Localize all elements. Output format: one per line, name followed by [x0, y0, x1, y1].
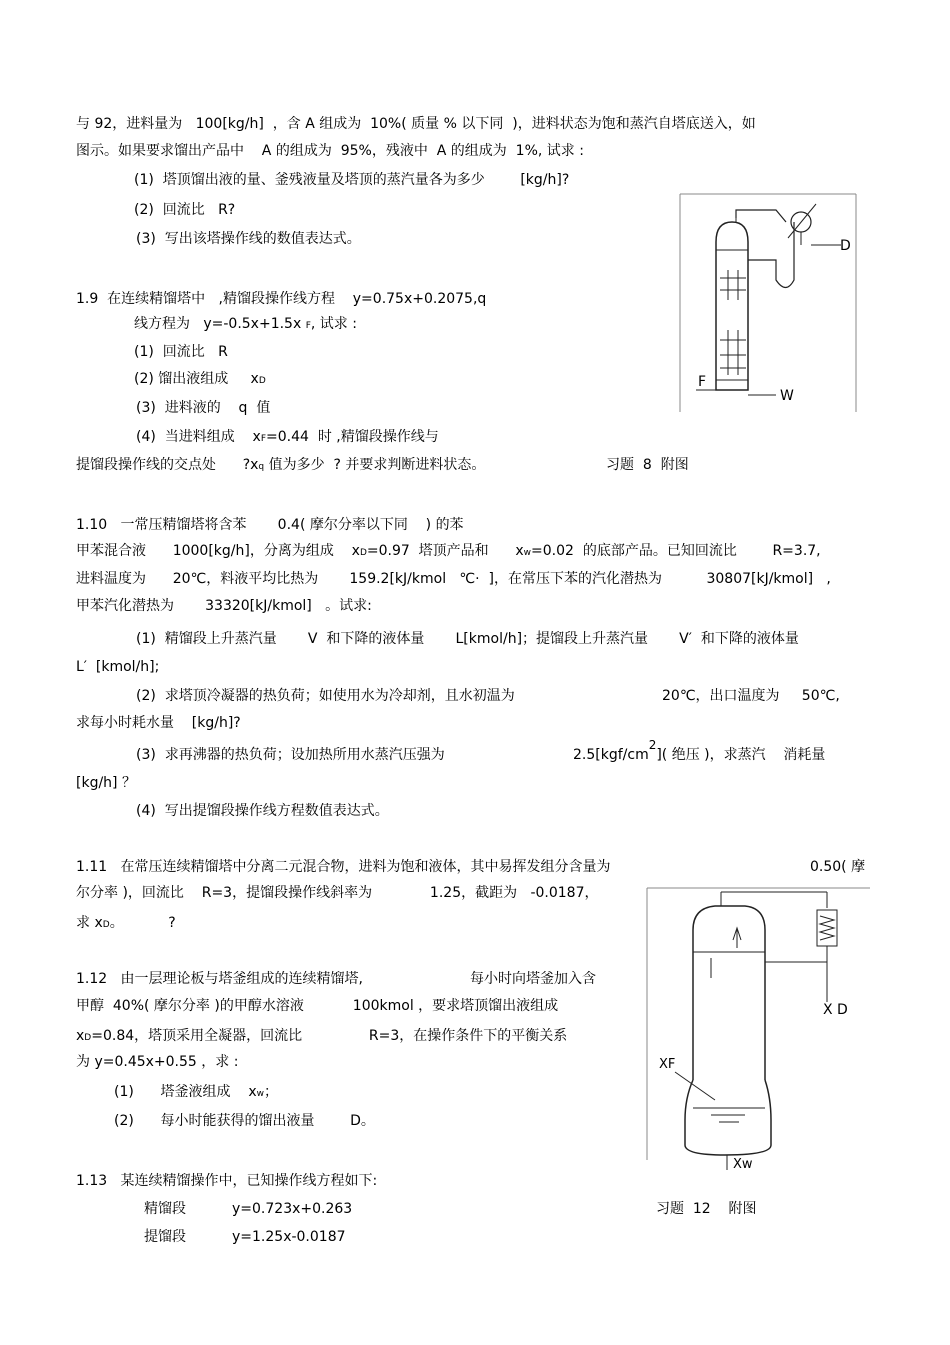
ex1_9-line2: [134, 315, 357, 335]
ex1_12-question1-a: (1) 塔釜液组成 x: [114, 1084, 257, 1100]
ex1_10-line3: 进料温度为 20℃，料液平均比热为 159.2[kJ/kmol ℃· ]，在常压下苯的汽化潜热为 30807[kJ/kmol] ,: [76, 571, 831, 587]
ex1_9-question1: (1) 回流比 R: [134, 344, 228, 360]
ex1_9-line5: [76, 456, 485, 476]
figure-8-distillation-column: [676, 190, 866, 420]
ex1_9-line5-a: 提馏段操作线的交点处 ?x: [76, 457, 259, 473]
ex1_10-line2-b: =0.97 塔顶产品和 x: [366, 543, 524, 559]
ex1_10-line2-a: 甲苯混合液 1000[kg/h]，分离为组成 x: [76, 543, 360, 559]
ex1_10-question2c: 求每小时耗水量 [kg/h]?: [76, 715, 241, 731]
ex1_9-question4-a: (4) 当进料组成 x: [136, 429, 261, 445]
ex1_9-question2-a: (2) 馏出液组成 x: [134, 371, 259, 387]
ex1_12-line2: 甲醇 40%( 摩尔分率 )的甲醇水溶液 100kmol ，要求塔顶馏出液组成: [76, 998, 559, 1014]
ex1_10-line4: 甲苯汽化潜热为 33320[kJ/kmol] 。试求:: [76, 598, 372, 614]
ex1_8-question3: (3) 写出该塔操作线的数值表达式。: [136, 231, 361, 247]
ex1_8-line2: 图示。如果要求馏出产品中 A 的组成为 95%，残液中 A 的组成为 1%, 试求 :: [76, 143, 584, 159]
ex1_10-question1a: (1) 精馏段上升蒸汽量 V 和下降的液体量 L[kmol/h]；提馏段上升蒸汽量 V′ 和下降的液体量: [136, 631, 799, 647]
ex1_10-line2-sub2: w: [523, 548, 532, 558]
figure-12-label-xd: X D: [823, 1002, 848, 1018]
ex1_10-line2: [76, 542, 821, 562]
ex1_11-line3-sub: D: [102, 920, 110, 930]
ex1_10-line2-sub1: D: [359, 548, 367, 558]
ex1_11-line3: [76, 914, 176, 934]
figure-8-label-d: D: [840, 238, 851, 254]
ex1_8-question2: (2) 回流比 R?: [134, 202, 236, 218]
ex1_12-line3-sub: D: [84, 1033, 92, 1043]
ex1_12-line1a: 1.12 由一层理论板与塔釜组成的连续精馏塔,: [76, 971, 363, 987]
ex1_9-line5-sub: q: [258, 462, 265, 472]
ex1_11-line3-a: 求 x: [76, 915, 103, 931]
figure-8-label-w: W: [780, 388, 794, 404]
ex1_12-question1-sub: w: [256, 1089, 264, 1099]
figure-12-caption: 习题 12 附图: [656, 1201, 757, 1217]
ex1_9-line5-b: 值为多少 ? 并要求判断进料状态。: [264, 457, 486, 473]
ex1_9-question2-sub: D: [258, 376, 266, 386]
ex1_9-question2: [134, 370, 266, 390]
ex1_11-line1b: 0.50( 摩: [810, 859, 866, 875]
ex1_12-question1-b: ；: [264, 1084, 278, 1100]
ex1_9-question4-b: =0.44 时 ,精馏段操作线与: [266, 429, 439, 445]
ex1_9-question4: [136, 428, 439, 448]
ex1_8-line1: 与 92，进料量为 100[kg/h] ，含 A 组成为 10%( 质量 % 以下同 )，进料状态为饱和蒸汽自塔底送入，如: [76, 116, 756, 132]
figure-12-label-xw: Xw: [733, 1157, 753, 1170]
ex1_10-question3d: [kg/h] ？: [76, 775, 136, 791]
ex1_10-line2-c: =0.02 的底部产品。已知回流比 R=3.7,: [531, 543, 821, 559]
ex1_10-question3b-a: 2.5[kgf/cm: [573, 747, 649, 763]
ex1_11-line2: 尔分率 )，回流比 R=3，提馏段操作线斜率为 1.25，截距为 -0.0187，: [76, 885, 599, 901]
ex1_12-line3-a: x: [76, 1028, 85, 1044]
figure-8-caption: 习题 8 附图: [606, 457, 689, 473]
ex1_12-line1b: 每小时向塔釜加入含: [470, 971, 596, 987]
ex1_12-line3-b: =0.84，塔顶采用全凝器，回流比 R=3，在操作条件下的平衡关系: [91, 1028, 568, 1044]
ex1_11-line3-b: 。 ?: [109, 915, 176, 931]
ex1_9-line2-b: , 试求 :: [310, 316, 357, 332]
ex1_12-line4: 为 y=0.45x+0.55 ，求 :: [76, 1054, 239, 1070]
ex1_13-row2-equation: y=1.25x-0.0187: [232, 1229, 346, 1245]
ex1_12-line3: [76, 1027, 567, 1047]
ex1_10-question2b: 20℃，出口温度为 50℃,: [662, 688, 840, 704]
ex1_13-line1: 1.13 某连续精馏操作中，已知操作线方程如下:: [76, 1173, 378, 1189]
ex1_10-question3a: (3) 求再沸器的热负荷；设加热所用水蒸汽压强为: [136, 747, 445, 763]
figure-12-label-xf: XF: [659, 1057, 676, 1072]
ex1_9-question4-sub: F: [260, 434, 267, 444]
figure-8-label-f: F: [698, 374, 707, 390]
ex1_12-question1: [114, 1083, 278, 1103]
ex1_9-line2-sub: F: [305, 321, 311, 331]
ex1_9-question3: (3) 进料液的 q 值: [136, 400, 271, 416]
ex1_11-line1: 1.11 在常压连续精馏塔中分离二元混合物，进料为饱和液体，其中易挥发组分含量为: [76, 859, 611, 875]
figure-12-column: [645, 880, 875, 1170]
ex1_8-question1: (1) 塔顶馏出液的量、釜残液量及塔顶的蒸汽量各为多少 [kg/h]?: [134, 172, 570, 188]
ex1_10-question3-sup: 2: [648, 738, 657, 752]
ex1_9-line2-a: 线方程为 y=-0.5x+1.5x: [134, 316, 306, 332]
ex1_10-question3b: [573, 738, 826, 764]
ex1_10-question4: (4) 写出提馏段操作线方程数值表达式。: [136, 803, 389, 819]
ex1_10-question1b: L′ [kmol/h];: [76, 659, 160, 675]
ex1_10-line1: 1.10 一常压精馏塔将含苯 0.4( 摩尔分率以下同 ) 的苯: [76, 517, 464, 533]
ex1_12-question2: (2) 每小时能获得的馏出液量 D。: [114, 1113, 375, 1129]
ex1_10-question2a: (2) 求塔顶冷凝器的热负荷；如使用水为冷却剂，且水初温为: [136, 688, 515, 704]
ex1_10-question3c: ]( 绝压 )，求蒸汽 消耗量: [656, 747, 826, 763]
ex1_13-row1-equation: y=0.723x+0.263: [232, 1201, 353, 1217]
ex1_13-row1-label: 精馏段: [144, 1201, 186, 1217]
ex1_9-line1: 1.9 在连续精馏塔中 ,精馏段操作线方程 y=0.75x+0.2075,q: [76, 291, 487, 307]
ex1_13-row2-label: 提馏段: [144, 1229, 186, 1245]
